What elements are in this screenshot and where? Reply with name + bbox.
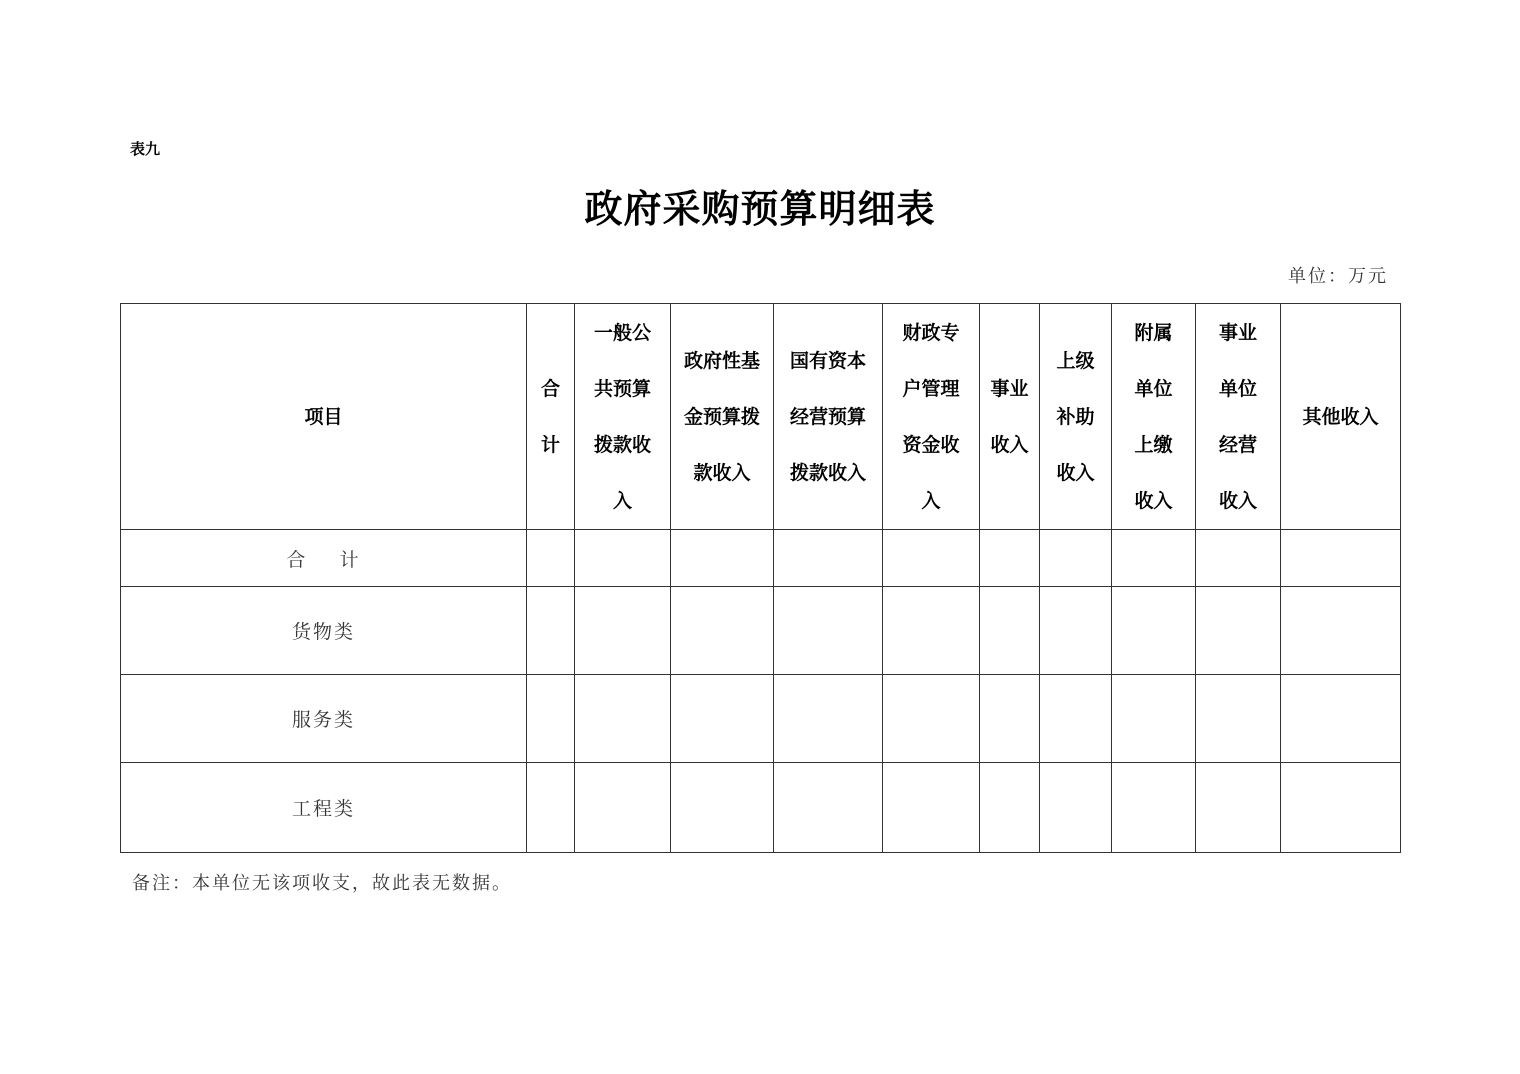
table-cell [671,530,774,587]
table-cell [1040,587,1112,675]
table-row-total [121,530,1401,587]
column-header-business-income: 事业单位经营收入 [1196,304,1281,530]
table-cell [980,530,1040,587]
unit-label: 单位：万元 [1288,266,1388,287]
table-cell [1196,530,1281,587]
table-cell [527,530,575,587]
table-cell [883,763,980,853]
table-cell [1112,530,1196,587]
table-cell [1281,530,1401,587]
table-cell [1040,763,1112,853]
table-cell [575,530,671,587]
document-title: 政府采购预算明细表 [584,186,936,231]
row-label: 货物类 [121,587,527,675]
table-cell [774,530,883,587]
table-cell [1281,763,1401,853]
table-cell [883,675,980,763]
row-label: 合 计 [121,530,527,587]
table-cell [527,763,575,853]
column-header-fiscal-account: 财政专户管理资金收入 [883,304,980,530]
table-cell [883,587,980,675]
table-cell [883,530,980,587]
table-cell [1281,587,1401,675]
table-cell [671,763,774,853]
table-cell [980,763,1040,853]
table-row-goods [121,587,1401,675]
column-header-operating-income: 事业收入 [980,304,1040,530]
table-cell [774,675,883,763]
table-cell [980,587,1040,675]
table-cell [671,587,774,675]
footnote: 备注：本单位无该项收支，故此表无数据。 [132,873,512,894]
table-cell [527,675,575,763]
table-cell [1112,587,1196,675]
column-header-subordinate-remit: 附属单位上缴收入 [1112,304,1196,530]
table-cell [1196,675,1281,763]
table-cell [527,587,575,675]
column-header-gov-fund: 政府性基金预算拨款收入 [671,304,774,530]
table-number-label: 表九 [130,140,161,158]
column-header-general-budget: 一般公共预算拨款收入 [575,304,671,530]
table-cell [1112,763,1196,853]
procurement-budget-table [120,303,1401,853]
header-row [121,304,1401,530]
table-cell [575,763,671,853]
table-cell [1040,675,1112,763]
table-cell [575,587,671,675]
row-label: 服务类 [121,675,527,763]
table-cell [1112,675,1196,763]
table-cell [980,675,1040,763]
column-header-other-income: 其他收入 [1281,304,1401,530]
table-cell [671,675,774,763]
column-header-item: 项目 [121,304,527,530]
table-cell [1196,587,1281,675]
row-label: 工程类 [121,763,527,853]
column-header-total: 合计 [527,304,575,530]
column-header-state-capital: 国有资本经营预算拨款收入 [774,304,883,530]
table-cell [1196,763,1281,853]
table-cell [1281,675,1401,763]
column-header-superior-subsidy: 上级补助收入 [1040,304,1112,530]
table-row-engineering [121,763,1401,853]
table-cell [575,675,671,763]
table-cell [774,587,883,675]
table-row-services [121,675,1401,763]
table-cell [1040,530,1112,587]
table-cell [774,763,883,853]
